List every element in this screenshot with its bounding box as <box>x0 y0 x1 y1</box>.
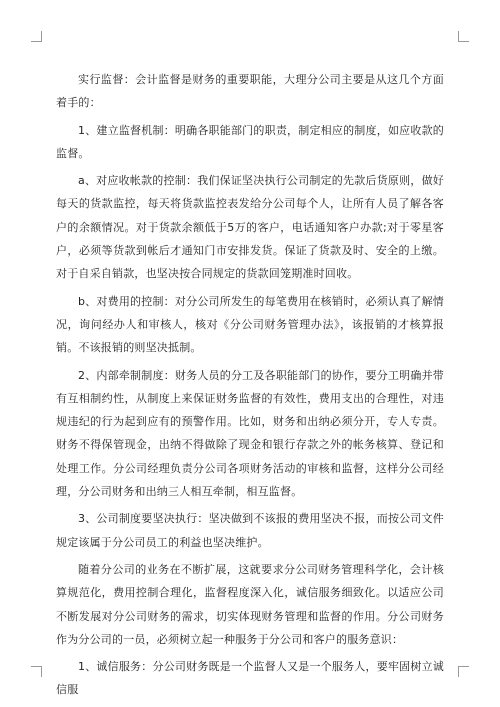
paragraph-receivables-control: a、对应收帐款的控制：我们保证坚决执行公司制定的先款后货原则，做好每天的货款监控，每天将货款监控表发给分公司每个人，让所有人员了解各客户的余额情况。对于货款余额低于5万的客户，电话通知客户办款;对于零星客户，必须等货款到帐后才通知门市安排发货。保证了货款及时、安全的上缴。对于自采自销款，也坚决按合同规定的货款回笼期准时回收。 <box>56 174 444 281</box>
paragraph-expense-control: b、对费用的控制：对分公司所发生的每笔费用在核销时，必须认真了解情况，询问经办人和审核人，核对《分公司财务管理办法》，该报销的才核算报销。不该报销的则坚决抵制。 <box>56 294 444 355</box>
crop-mark-bottom-right <box>458 666 469 677</box>
document-body <box>56 68 444 706</box>
paragraph-intro: 实行监督：会计监督是财务的重要职能，大理分公司主要是从这几个方面着手的： <box>56 73 444 110</box>
paragraph-business-expansion: 随着分公司的业务在不断扩展，这就要求分公司财务管理科学化，会计核算规范化，费用控制合理化，监督程度深入化，诚信服务细致化。以适应公司不断发展对分公司财务的需求，切实体现财务管理和监督的作用。分公司财务作为分公司的一员，必须树立起一种服务于分公司和客户的服务意识： <box>56 562 444 646</box>
paragraph-integrity-service: 1、诚信服务：分公司财务既是一个监督人又是一个服务人，要牢固树立诚信服 <box>56 660 444 697</box>
paragraph-internal-control: 2、内部牵制制度：财务人员的分工及各职能部门的协作，要分工明确并带有互相制约性，从制度上来保证财务监督的有效性，费用支出的合理性，对违规违纪的行为起到应有的预警作用。比如，财务和出纳必须分开，专人专责。财务不得保管现金，出纳不得做除了现金和银行存款之外的帐务核算、登记和处理工作。分公司经理负责分公司各项财务活动的审核和监督，这样分公司经理，分公司财务和出纳三人相互牵制，相互监督。 <box>56 368 444 499</box>
crop-mark-top-right <box>458 31 469 42</box>
paragraph-supervision-mechanism: 1、建立监督机制：明确各职能部门的职责，制定相应的制度，如应收款的监督。 <box>56 123 444 160</box>
crop-mark-top-left <box>31 31 42 42</box>
paragraph-policy-enforcement: 3、公司制度要坚决执行：坚决做到不该报的费用坚决不报，而按公司文件规定该属于分公司员工的利益也坚决维护。 <box>56 512 444 549</box>
crop-mark-bottom-left <box>31 666 42 677</box>
